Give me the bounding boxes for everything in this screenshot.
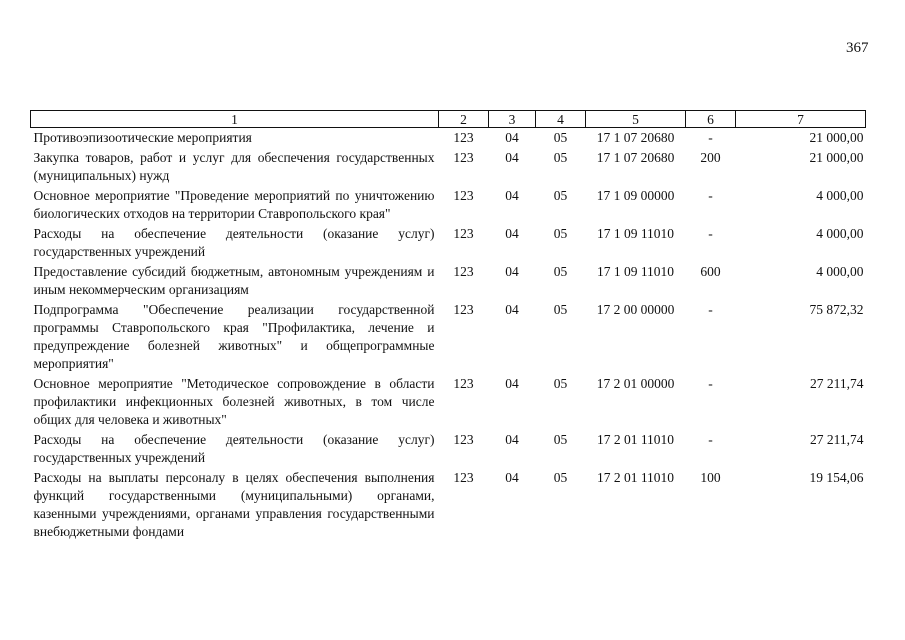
row-ministry-code: 123 bbox=[453, 470, 474, 485]
row-amount: 4 000,00 bbox=[816, 188, 864, 203]
table-row bbox=[31, 186, 866, 224]
row-ministry-code: 123 bbox=[453, 432, 474, 447]
header-row bbox=[31, 111, 866, 128]
row-name: Расходы на выплаты персоналу в целях обеспечения выполнения функций государственными (муниципальными) органами, казенными учреждениями, органами управления государственными внебюджетными фондами bbox=[33, 470, 435, 539]
row-expense-type: 600 bbox=[700, 264, 721, 279]
table-row bbox=[31, 374, 866, 430]
row-ministry-code: 123 bbox=[453, 150, 474, 165]
row-amount: 21 000,00 bbox=[809, 130, 864, 145]
row-expense-type: - bbox=[708, 226, 713, 241]
row-subsection-code: 05 bbox=[553, 130, 568, 145]
row-section-code: 04 bbox=[505, 432, 519, 447]
page-number: 367 bbox=[846, 40, 869, 56]
row-expense-type: - bbox=[708, 188, 713, 203]
row-subsection-code: 05 bbox=[553, 432, 568, 447]
row-name: Основное мероприятие "Проведение мероприятий по уничтожению биологических отходов на территории Ставропольского края" bbox=[33, 188, 435, 221]
row-name: Расходы на обеспечение деятельности (оказание услуг) государственных учреждений bbox=[33, 432, 435, 465]
row-name: Закупка товаров, работ и услуг для обеспечения государственных (муниципальных) нужд bbox=[33, 150, 435, 183]
row-section-code: 04 bbox=[505, 302, 519, 317]
row-expense-type: - bbox=[708, 130, 713, 145]
row-target-code: 17 1 09 11010 bbox=[596, 264, 675, 279]
row-expense-type: - bbox=[708, 376, 713, 391]
row-subsection-code: 05 bbox=[553, 470, 568, 485]
row-ministry-code: 123 bbox=[453, 302, 474, 317]
row-amount: 19 154,06 bbox=[809, 470, 864, 485]
row-section-code: 04 bbox=[505, 376, 519, 391]
table-row bbox=[31, 430, 866, 468]
row-target-code: 17 1 09 11010 bbox=[596, 226, 675, 241]
row-ministry-code: 123 bbox=[453, 226, 474, 241]
column-header-6: 6 bbox=[686, 111, 736, 128]
row-amount: 4 000,00 bbox=[816, 264, 864, 279]
row-section-code: 04 bbox=[505, 264, 519, 279]
row-section-code: 04 bbox=[505, 130, 519, 145]
table-row bbox=[31, 262, 866, 300]
column-header-2: 2 bbox=[439, 111, 489, 128]
row-name: Подпрограмма "Обеспечение реализации государственной программы Ставропольского края "Профилактика, лечение и предупреждение болезней животных" и общепрограммные мероприятия" bbox=[33, 302, 435, 371]
row-section-code: 04 bbox=[505, 188, 519, 203]
row-target-code: 17 2 01 11010 bbox=[596, 470, 675, 485]
row-subsection-code: 05 bbox=[553, 226, 568, 241]
row-expense-type: - bbox=[708, 302, 713, 317]
row-subsection-code: 05 bbox=[553, 188, 568, 203]
row-expense-type: 200 bbox=[700, 150, 721, 165]
row-target-code: 17 1 07 20680 bbox=[596, 130, 675, 145]
row-ministry-code: 123 bbox=[453, 264, 474, 279]
row-name: Расходы на обеспечение деятельности (оказание услуг) государственных учреждений bbox=[33, 226, 435, 259]
row-ministry-code: 123 bbox=[453, 376, 474, 391]
row-amount: 21 000,00 bbox=[809, 150, 864, 165]
row-expense-type: - bbox=[708, 432, 713, 447]
row-section-code: 04 bbox=[505, 470, 519, 485]
row-target-code: 17 2 00 00000 bbox=[596, 302, 675, 317]
row-amount: 27 211,74 bbox=[810, 432, 864, 447]
table-row bbox=[31, 300, 866, 374]
row-name: Противоэпизоотические мероприятия bbox=[33, 130, 252, 145]
row-section-code: 04 bbox=[505, 226, 519, 241]
row-target-code: 17 2 01 00000 bbox=[596, 376, 675, 391]
row-subsection-code: 05 bbox=[553, 150, 568, 165]
column-header-3: 3 bbox=[489, 111, 536, 128]
row-target-code: 17 2 01 11010 bbox=[596, 432, 675, 447]
row-subsection-code: 05 bbox=[553, 302, 568, 317]
row-amount: 4 000,00 bbox=[816, 226, 864, 241]
column-header-1: 1 bbox=[31, 111, 439, 128]
row-ministry-code: 123 bbox=[453, 130, 474, 145]
row-target-code: 17 1 07 20680 bbox=[596, 150, 675, 165]
budget-table bbox=[30, 110, 866, 542]
table-row bbox=[31, 148, 866, 186]
column-header-7: 7 bbox=[736, 111, 866, 128]
row-section-code: 04 bbox=[505, 150, 519, 165]
table-row bbox=[31, 128, 866, 149]
row-target-code: 17 1 09 00000 bbox=[596, 188, 675, 203]
column-header-5: 5 bbox=[586, 111, 686, 128]
column-header-4: 4 bbox=[536, 111, 586, 128]
row-subsection-code: 05 bbox=[553, 376, 568, 391]
table-row bbox=[31, 224, 866, 262]
row-subsection-code: 05 bbox=[553, 264, 568, 279]
row-name: Предоставление субсидий бюджетным, автономным учреждениям и иным некоммерческим организациям bbox=[33, 264, 435, 297]
row-ministry-code: 123 bbox=[453, 188, 474, 203]
table-row bbox=[31, 468, 866, 542]
row-amount: 27 211,74 bbox=[810, 376, 864, 391]
row-name: Основное мероприятие "Методическое сопровождение в области профилактики инфекционных болезней животных, в том числе общих для человека и животных" bbox=[33, 376, 435, 427]
row-amount: 75 872,32 bbox=[809, 302, 864, 317]
row-expense-type: 100 bbox=[700, 470, 721, 485]
